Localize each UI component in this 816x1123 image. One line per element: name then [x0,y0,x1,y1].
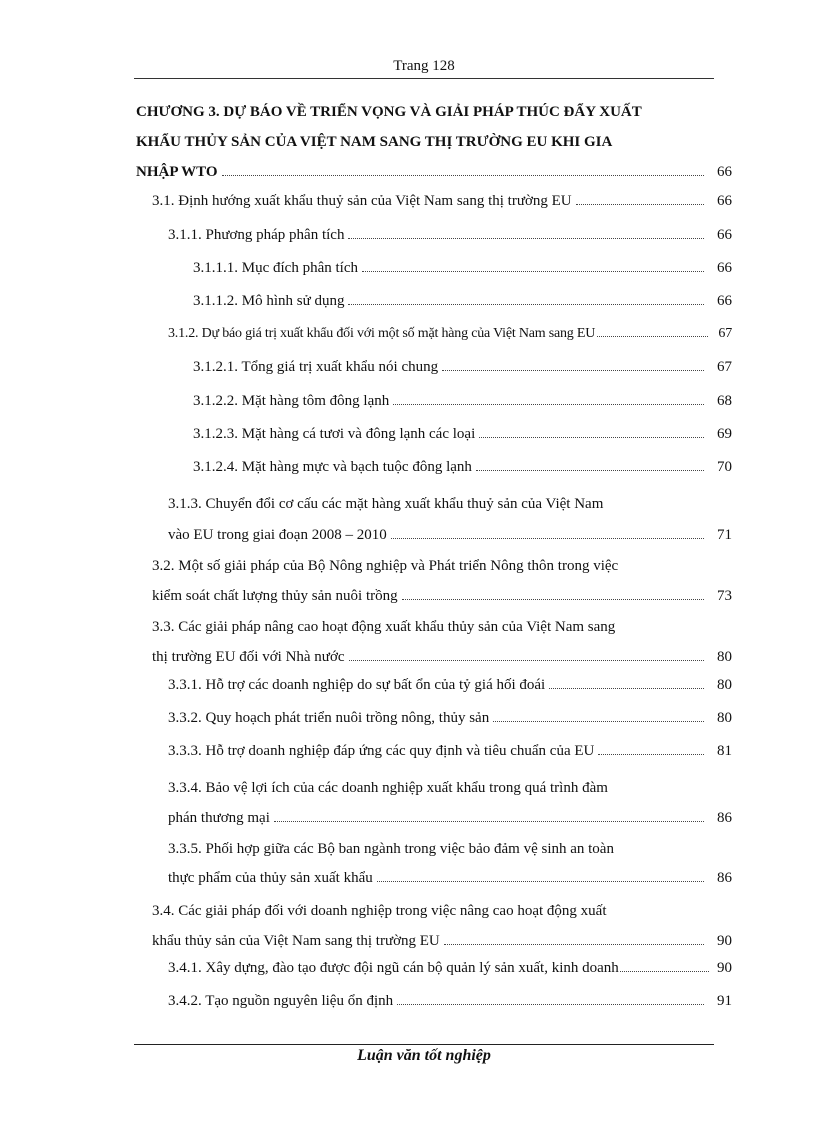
entry-text: thực phẩm của thủy sản xuất khẩu [168,870,373,886]
dot-leader [348,304,704,305]
page-number: 80 [717,710,732,726]
page-number: 86 [717,870,732,886]
entry-text: 3.4.1. Xây dựng, đào tạo được đội ngũ cán bộ quản lý sản xuất, kinh doanh [168,960,619,976]
dot-leader [576,204,704,205]
entry-text: 3.4.2. Tạo nguồn nguyên liệu ổn định [168,993,394,1009]
toc-entry-3-4-2[interactable] [168,991,732,1011]
entry-text: 3.1.1. Phương pháp phân tích [168,227,345,243]
dot-leader [402,599,704,600]
dot-leader [549,688,704,689]
page-number: 66 [717,293,732,309]
entry-text: 3.3.2. Quy hoạch phát triển nuôi trồng nông, thủy sản [168,710,490,726]
dot-leader [397,1004,704,1005]
entry-text: 3.1.2.2. Mặt hàng tôm đông lạnh [193,393,390,409]
page-number: 67 [717,359,732,375]
toc-entry-3-3-2[interactable] [168,708,732,728]
toc-entry-3-1-2-2[interactable] [193,391,732,411]
page-number: 90 [717,960,732,976]
entry-text-line1: 3.3.4. Bảo vệ lợi ích của các doanh nghiệp xuất khẩu trong quá trình đàm [168,780,608,796]
toc-chapter-3[interactable] [136,97,732,187]
toc-entry-3-4-1[interactable] [168,958,732,978]
page-number: 66 [717,260,732,276]
chapter-title-line3: NHẬP WTO [136,164,218,180]
entry-text: thị trường EU đối với Nhà nước [152,649,345,665]
dot-leader [442,370,704,371]
page-header: Trang 128 [393,58,455,74]
chapter-title-line2: KHẨU THỦY SẢN CỦA VIỆT NAM SANG THỊ TRƯỜNG EU KHI GIA [136,134,613,150]
dot-leader [222,175,704,176]
dot-leader [348,238,704,239]
dot-leader [479,437,704,438]
dot-leader [598,754,704,755]
entry-text: 3.1.2.4. Mặt hàng mực và bạch tuộc đông lạnh [193,459,472,475]
dot-leader [393,404,704,405]
page-number: 90 [717,933,732,949]
dot-leader [391,538,704,539]
entry-text: 3.1.2.3. Mặt hàng cá tươi và đông lạnh các loại [193,426,476,442]
entry-text: 3.3.3. Hỗ trợ doanh nghiệp đáp ứng các quy định và tiêu chuẩn của EU [168,743,595,759]
toc-entry-3-1[interactable] [152,191,732,211]
dot-leader [377,881,704,882]
page-number: 86 [717,810,732,826]
dot-leader [274,821,704,822]
page-number: 80 [717,677,732,693]
toc-entry-3-3-4[interactable] [168,773,732,833]
page-number: 66 [717,164,732,180]
page-footer: Luận văn tốt nghiệp [357,1047,491,1064]
page-number: 73 [717,588,732,604]
entry-text: phán thương mại [168,810,270,826]
page-number: 66 [717,193,732,209]
footer-rule [134,1044,714,1045]
page-number: 66 [717,227,732,243]
dot-leader [597,336,708,337]
page-number: 71 [717,527,732,543]
entry-text: 3.1.2. Dự báo giá trị xuất khẩu đối với một số mặt hàng của Việt Nam sang EU [168,326,596,341]
entry-text: khẩu thủy sản của Việt Nam sang thị trường EU [152,933,440,949]
entry-text: kiểm soát chất lượng thủy sản nuôi trồng [152,588,398,604]
entry-text-line1: 3.2. Một số giải pháp của Bộ Nông nghiệp và Phát triển Nông thôn trong việc [152,558,619,574]
dot-leader [476,470,704,471]
toc-entry-3-2[interactable] [152,551,732,611]
page-number: 70 [717,459,732,475]
entry-text-line1: 3.3.5. Phối hợp giữa các Bộ ban ngành trong việc bảo đảm vệ sinh an toàn [168,841,614,857]
toc-entry-3-4[interactable] [152,896,732,956]
entry-text: 3.1.1.1. Mục đích phân tích [193,260,358,276]
toc-entry-3-1-2-3[interactable] [193,424,732,444]
chapter-title-line1: CHƯƠNG 3. DỰ BÁO VỀ TRIỂN VỌNG VÀ GIẢI PHÁP THÚC ĐẨY XUẤT [136,104,642,120]
dot-leader [362,271,704,272]
toc-entry-3-1-1[interactable] [168,225,732,245]
entry-text: vào EU trong giai đoạn 2008 – 2010 [168,527,387,543]
page-number: 80 [717,649,732,665]
page-number: 68 [717,393,732,409]
entry-text-line1: 3.4. Các giải pháp đối với doanh nghiệp trong việc nâng cao hoạt động xuất [152,903,607,919]
toc-entry-3-3[interactable] [152,612,732,672]
toc-entry-3-3-5[interactable] [168,835,732,893]
toc-entry-3-1-1-2[interactable] [193,291,732,311]
page-number: 69 [717,426,732,442]
toc-entry-3-3-3[interactable] [168,741,732,761]
page-number: 81 [717,743,732,759]
dot-leader [444,944,704,945]
page-number: 91 [717,993,732,1009]
toc-entry-3-3-1[interactable] [168,675,732,695]
dot-leader [620,971,709,972]
toc-entry-3-1-2-4[interactable] [193,457,732,477]
toc-entry-3-1-3[interactable] [168,489,732,551]
entry-text-line1: 3.3. Các giải pháp nâng cao hoạt động xuất khẩu thủy sản của Việt Nam sang [152,619,616,635]
dot-leader [493,721,704,722]
page-number: 67 [718,326,732,341]
dot-leader [349,660,704,661]
toc-entry-3-1-2[interactable] [168,324,732,344]
entry-text: 3.1.2.1. Tổng giá trị xuất khẩu nói chung [193,359,439,375]
entry-text: 3.1. Định hướng xuất khẩu thuỷ sản của Việt Nam sang thị trường EU [152,193,572,209]
toc-entry-3-1-2-1[interactable] [193,357,732,377]
entry-text: 3.1.1.2. Mô hình sử dụng [193,293,345,309]
toc-entry-3-1-1-1[interactable] [193,258,732,278]
entry-text-line1: 3.1.3. Chuyển đổi cơ cấu các mặt hàng xuất khẩu thuỷ sản của Việt Nam [168,496,604,512]
entry-text: 3.3.1. Hỗ trợ các doanh nghiệp do sự bất ổn của tỷ giá hối đoái [168,677,546,693]
